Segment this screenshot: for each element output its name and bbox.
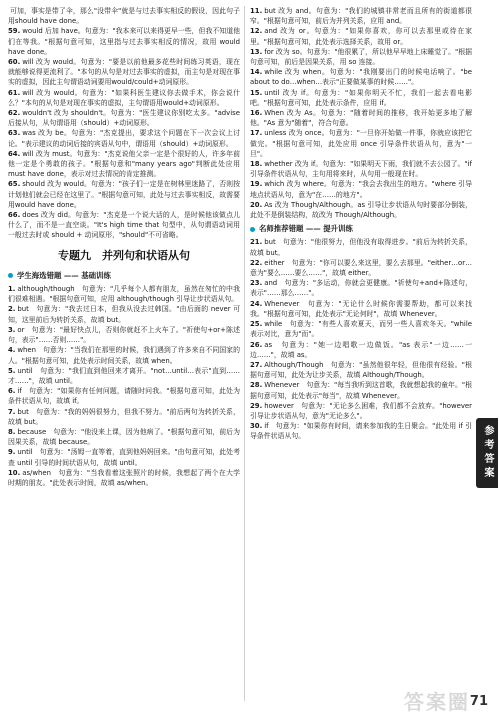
right-column	[250, 6, 472, 442]
answer-entry	[8, 149, 240, 180]
bullet-dot-icon	[250, 227, 255, 232]
entry-text: will 改为 must。句意为："杰克说他父亲一定是个很好的人，许多年前他一定是个勇敢的孩子。"根据句意和"many years ago"判断此处应用 must have done，表示对过去情况的肯定推测。	[8, 149, 240, 179]
answer-entry	[250, 26, 472, 46]
entry-number: 1.	[8, 285, 16, 294]
entry-text: and 句意为："多运动，你就会更健康。"祈使句+and+陈述句，表示"……那么……"。	[250, 279, 472, 298]
entry-text: would 后加 have。句意为："我本来可以来得更早一些，但我不知道他们在等我。"根据句意可知，这里指与过去事实相反的情况，故用 would have done。	[8, 27, 240, 56]
entry-number: 2.	[8, 305, 16, 314]
entry-text: and 改为 or。句意为："如果你喜欢，你可以去那里或待在家里。"根据句意可知，此处表示选择关系，故用 or。	[250, 27, 472, 46]
answer-entry	[250, 159, 472, 179]
entry-number: 22.	[250, 258, 263, 267]
entry-number: 8.	[8, 427, 16, 436]
entry-number: 10.	[8, 468, 21, 477]
sub-heading-advanced	[250, 224, 472, 234]
entry-number: 20.	[250, 200, 263, 209]
answer-entry	[250, 421, 472, 441]
entry-number: 21.	[250, 238, 263, 247]
entry-number: 29.	[250, 401, 263, 410]
entry-text: unless 改为 once。句意为："一旦你开始做一件事，你就应该把它做完。"根据句意可知，此处应用 once 引导条件状语从句，意为"一旦"。	[250, 129, 472, 158]
answer-entry	[250, 401, 472, 421]
entry-text: until 句意为："我们直到他回来才离开。"not…until…表示"直到……才……"，故填 until。	[8, 366, 240, 385]
entry-number: 62.	[8, 109, 21, 118]
answer-entry	[8, 210, 240, 241]
answer-list-advanced	[250, 237, 472, 441]
entry-number: 65.	[8, 180, 21, 189]
answer-entry	[250, 278, 472, 298]
answer-entry	[8, 128, 240, 148]
entry-number: 15.	[250, 88, 263, 97]
bullet-dot-icon	[8, 273, 13, 278]
entry-number: 26.	[250, 340, 263, 349]
entry-number: 13.	[250, 47, 263, 56]
answer-entry	[250, 319, 472, 339]
entry-number: 19.	[250, 180, 263, 189]
answer-entry	[250, 67, 472, 87]
entry-text: whether 改为 if。句意为："如果明天下雨，我们就不去公园了。"if 引导条件状语从句，主句用将来时，从句用一般现在时。	[250, 160, 472, 179]
answer-entry	[8, 88, 240, 108]
answer-entry	[8, 108, 240, 128]
answer-entry	[250, 88, 472, 108]
entry-number: 14.	[250, 68, 263, 77]
entry-text: does 改为 did。句意为："杰克是一个说大话的人，是时候他该做点儿什么了，而不是一直空谈。"It's high time that 句型中，从句谓语动词用一般过去时或 should + 动词原形，"should"不可省略。	[8, 211, 240, 240]
left-column	[8, 6, 240, 488]
entry-number: 60.	[8, 58, 21, 67]
watermark-logo: 答案圈	[404, 690, 470, 714]
entry-number: 25.	[250, 320, 263, 329]
answer-entry	[250, 258, 472, 278]
answer-entry	[8, 26, 240, 57]
answer-entry	[250, 237, 472, 257]
entry-number: 6.	[8, 387, 16, 396]
sub-heading-basic	[8, 271, 240, 281]
entry-number: 18.	[250, 160, 263, 169]
entry-number: 27.	[250, 360, 263, 369]
entry-text: Whenever 句意为："无论什么时候你需要帮助，都可以来找我。"根据句意可知，此处表示"无论何时"，故填 Whenever。	[250, 299, 472, 318]
entry-text: however 句意为："无论多么困难，我们都不会放弃。"however 引导让步状语从句，意为"无论多么"。	[250, 401, 472, 420]
entry-number: 24.	[250, 299, 263, 308]
answer-entry	[8, 284, 240, 304]
entry-number: 59.	[8, 27, 21, 36]
answer-list-top	[8, 6, 240, 241]
answer-entry	[8, 179, 240, 210]
answer-entry	[8, 6, 240, 26]
entry-number: 4.	[8, 346, 16, 355]
entry-text: but 句意为："他很努力，但他没有取得进步。"前后为转折关系，故填 but。	[250, 238, 472, 257]
entry-number: 64.	[8, 149, 21, 158]
entry-text: either 句意为："你可以要么来这里，要么去那里。"either…or…意为"要么……要么……"，故填 either。	[250, 258, 472, 278]
entry-text: wouldn't 改为 shouldn't。句意为："医生建议你别吃太多。"advise后接从句，从句谓语用（should）+动词原形。	[8, 109, 240, 128]
entry-text: but 句意为："我去过日本，但我从没去过韩国。"由后面的 never 可知，这里前后为转折关系，故填 but。	[8, 305, 240, 324]
entry-text: As 改为 Though/Although。as 引导让步状语从句时要部分倒装，此处不是倒装结构，故改为 Though/Although。	[250, 200, 472, 220]
entry-text: while 句意为："有些人喜欢夏天，而另一些人喜欢冬天。"while 表示对比，意为"而"。	[250, 320, 472, 339]
entry-number: 7.	[8, 407, 16, 416]
answer-entry	[8, 386, 240, 406]
answer-entry	[8, 345, 240, 365]
sub-heading-text: 学生海选错题 —— 基础训练	[17, 270, 111, 280]
answer-entry	[8, 325, 240, 345]
answer-entry	[8, 447, 240, 467]
answer-entry	[250, 299, 472, 319]
entry-text: until 改为 if。句意为："如果你明天不忙，我们一起去看电影吧。"根据句意可知，此处表示条件，应用 if。	[250, 88, 472, 107]
entry-number: 28.	[250, 381, 263, 390]
section-title: 专题九 并列句和状语从句	[58, 248, 190, 262]
answer-entry	[250, 128, 472, 159]
entry-number: 63.	[8, 129, 21, 138]
entry-number: 5.	[8, 366, 16, 375]
entry-text: if 句意为："如果你有任何问题，请随时问我。"根据句意可知，此处为条件状语从句，故填 if。	[8, 387, 240, 406]
answer-entry	[250, 340, 472, 360]
entry-text: while 改为 when。句意为："我刚要出门的时候电话响了。"be about to do…when…表示"正要做某事的时候……"。	[250, 68, 472, 87]
entry-number: 30.	[250, 422, 263, 431]
answer-entry	[250, 200, 472, 220]
side-tab-answers: 参考答案	[476, 418, 498, 488]
entry-text: should 改为 would。句意为："孩子们一定是在树林里迷路了，否则按计划他们就会已经在这里了。"根据句意可知，此处与过去事实相反，故需要用would have done。	[8, 180, 240, 209]
answer-entry	[8, 468, 240, 488]
entry-text: Although/Though 句意为："虽然他很年轻，但他很有经验。"根据句意可知，此处为让步关系，故填 Although/Though。	[250, 360, 472, 380]
answer-entry	[250, 380, 472, 400]
answer-entry	[8, 366, 240, 386]
entry-text: when 句意为："当我们在那里的时候，我们遇到了许多来自不同国家的人。"根据句意可知，此处表示时间关系，故填 when。	[8, 346, 240, 365]
answer-entry	[250, 47, 472, 67]
entry-text: will 改为 would。句意为："如果科医生建议你去做手术，你会说什么？"本句的从句是对现在事实的虚拟，主句谓语用would+动词原形。	[8, 88, 240, 107]
answer-entry	[8, 304, 240, 324]
entry-text: as/when 句意为："当我看着这张照片的时候，我想起了两个在大学时期的朋友。"此处表示时间，故填 as/when。	[8, 468, 240, 487]
entry-text: was 改为 be。句意为："杰克提出，要求这个问题在下一次会议上讨论。"表示建议的动词后接的宾语从句中，谓语用（should）+动词原形。	[8, 129, 240, 148]
entry-text: for 改为 so。句意为："他很累了，所以他早早地上床睡觉了。"根据句意可知，前后是因果关系，用 so 连接。	[250, 47, 472, 67]
entry-text: because 句意为："他没来上课，因为他病了。"根据句意可知，前后为因果关系，故填 because。	[8, 427, 240, 447]
entry-text: When 改为 As。句意为："随着时间的推移，我开始更多地了解他。"As 意为"随着"，符合句意。	[250, 109, 472, 128]
entry-number: 16.	[250, 109, 263, 118]
answer-list-right-top	[250, 6, 472, 220]
answer-entry	[250, 108, 472, 128]
answer-entry	[8, 57, 240, 88]
entry-text: until 句意为："汤姆一直等着，直到他妈妈回来。"由句意可知，此处考查 until 引导的时间状语从句，故填 until。	[8, 448, 240, 467]
answer-entry	[8, 427, 240, 447]
answer-entry	[250, 179, 472, 199]
entry-text: as 句意为："她一边唱歌一边做饭。"as 表示"一边……一边……"，故填 as。	[250, 340, 472, 359]
entry-text: will 改为 would。句意为："要是以前他最多花些时间练习英语，现在就能够说得更流利了。"本句的从句是对过去事实的虚拟，而主句是对现在事实的虚拟，因此主句谓语动词要用would/could+动词原形。	[8, 58, 240, 87]
entry-number: 66.	[8, 211, 21, 220]
entry-text: which 改为 where。句意为："我会去我出生的地方。"where 引导地点状语从句，意为"在……的地方"。	[250, 180, 472, 199]
entry-number: 9.	[8, 448, 16, 457]
entry-text: but 句意为："我的妈妈很努力，但我不努力。"前后两句为转折关系，故填 but。	[8, 407, 240, 426]
entry-number: 12.	[250, 27, 263, 36]
entry-text: Whenever 句意为："每当我听到这首歌，我就想起我的童年。"根据句意可知，此处表示"每当"，故填 Whenever。	[250, 381, 472, 400]
answer-entry	[250, 6, 472, 26]
entry-text: but 改为 and。句意为："我们的城镇非常老而且所有的街道都很窄。"根据句意可知，前后为并列关系，应用 and。	[250, 7, 472, 26]
entry-text: or 句意为："最好快点儿，否则你就赶不上火车了。"祈使句+or+陈述句，表示"……否则……"。	[8, 325, 240, 345]
entry-text: although/though 句意为："几乎每个人都有朋友，虽然在匆忙的中我们很难相遇。"根据句意可知，应用 although/though 引导让步状语从句。	[8, 285, 240, 304]
entry-number: 17.	[250, 129, 263, 138]
column-divider	[244, 6, 245, 701]
answer-entry	[8, 407, 240, 427]
sub-heading-text: 名师推荐错题 —— 提升训练	[259, 224, 353, 234]
entry-number: 11.	[250, 7, 263, 15]
entry-text: if 句意为："如果你有时间，请来参加我的生日聚会。"此处用 if 引导条件状语从句。	[250, 422, 472, 441]
entry-number: 61.	[8, 88, 21, 97]
answer-entry	[250, 360, 472, 380]
entry-number: 23.	[250, 279, 263, 288]
entry-number: 3.	[8, 325, 16, 334]
answer-list-basic	[8, 284, 240, 488]
page-number: 71	[469, 694, 488, 709]
entry-text: 可加，事实是带了伞，那么"没带伞"就是与过去事实相反的假设，因此句子用should have done。	[8, 7, 240, 26]
